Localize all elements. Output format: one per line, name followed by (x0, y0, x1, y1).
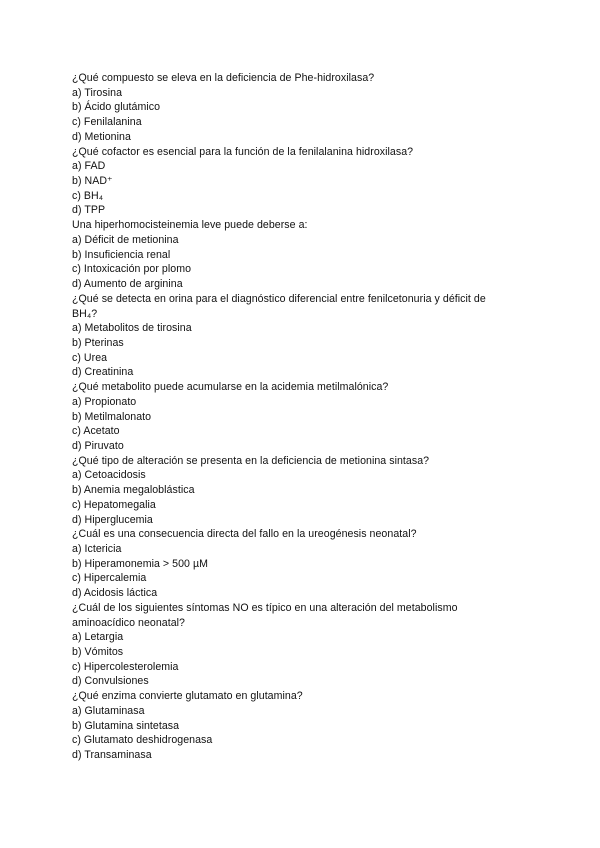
answer-option: c) Hipercalemia (72, 572, 147, 585)
answer-option: b) Glutamina sintetasa (72, 719, 180, 732)
answer-option: a) Ictericia (72, 543, 122, 555)
answer-option: c) Glutamato deshidrogenasa (72, 734, 213, 747)
answer-option: d) Aumento de arginina (72, 278, 183, 291)
answer-option: d) TPP (72, 204, 106, 217)
answer-option: c) Acetato (72, 425, 120, 438)
question-text: ¿Cuál es una consecuencia directa del fallo en la ureogénesis neonatal? (72, 528, 417, 541)
answer-option: b) Vómitos (72, 646, 124, 659)
answer-option: a) Tirosina (72, 86, 123, 99)
answer-option: a) Propionato (72, 395, 137, 408)
answer-option: c) Fenilalanina (72, 116, 142, 129)
answer-option: c) Hepatomegalia (72, 498, 156, 511)
question-text: ¿Qué enzima convierte glutamato en glutamina? (72, 690, 303, 703)
answer-option: a) Cetoacidosis (72, 469, 146, 482)
answer-option: c) BH₄ (72, 189, 104, 202)
question-block (72, 601, 512, 689)
answer-option: b) Metilmalonato (72, 410, 152, 423)
answer-option: b) Anemia megaloblástica (72, 484, 195, 497)
answer-option: d) Creatinina (72, 366, 134, 379)
answer-option: b) NAD⁺ (72, 175, 113, 188)
question-text: ¿Qué cofactor es esencial para la función de la fenilalanina hidroxilasa? (72, 145, 414, 158)
answer-option: d) Piruvato (72, 439, 124, 452)
answer-option: c) Urea (72, 351, 108, 364)
answer-option: c) Intoxicación por plomo (72, 263, 192, 276)
answer-option: a) FAD (72, 160, 106, 173)
question-text: ¿Qué tipo de alteración se presenta en la deficiencia de metionina sintasa? (72, 454, 430, 467)
answer-option: a) Déficit de metionina (72, 233, 179, 246)
question-block (72, 454, 512, 528)
question-text: ¿Cuál de los siguientes síntomas NO es típico en una alteración del metabolismo aminoacídico neonatal? (72, 601, 458, 629)
answer-option: d) Metionina (72, 130, 131, 143)
question-text: ¿Qué se detecta en orina para el diagnóstico diferencial entre fenilcetonuria y déficit de BH₄? (72, 292, 486, 320)
question-text: ¿Qué metabolito puede acumularse en la acidemia metilmalónica? (72, 381, 389, 394)
question-block (72, 292, 512, 380)
question-block (72, 218, 512, 292)
answer-option: a) Glutaminasa (72, 704, 145, 717)
question-block (72, 689, 512, 763)
answer-option: b) Ácido glutámico (72, 101, 161, 114)
answer-option: c) Hipercolesterolemia (72, 660, 179, 673)
question-text: ¿Qué compuesto se eleva en la deficiencia de Phe-hidroxilasa? (72, 72, 375, 84)
answer-option: d) Convulsiones (72, 675, 149, 688)
question-block (72, 145, 512, 219)
question-text: Una hiperhomocisteinemia leve puede deberse a: (72, 219, 308, 232)
answer-option: b) Insuficiencia renal (72, 248, 171, 261)
answer-option: d) Hiperglucemia (72, 513, 153, 526)
question-block (72, 71, 512, 145)
answer-option: d) Transaminasa (72, 749, 152, 762)
answer-option: b) Hiperamonemia > 500 µM (72, 557, 209, 570)
question-list (72, 71, 512, 763)
question-block (72, 527, 512, 601)
question-block (72, 380, 512, 454)
answer-option: b) Pterinas (72, 336, 124, 349)
answer-option: d) Acidosis láctica (72, 587, 158, 600)
answer-option: a) Letargia (72, 631, 124, 644)
answer-option: a) Metabolitos de tirosina (72, 322, 192, 335)
